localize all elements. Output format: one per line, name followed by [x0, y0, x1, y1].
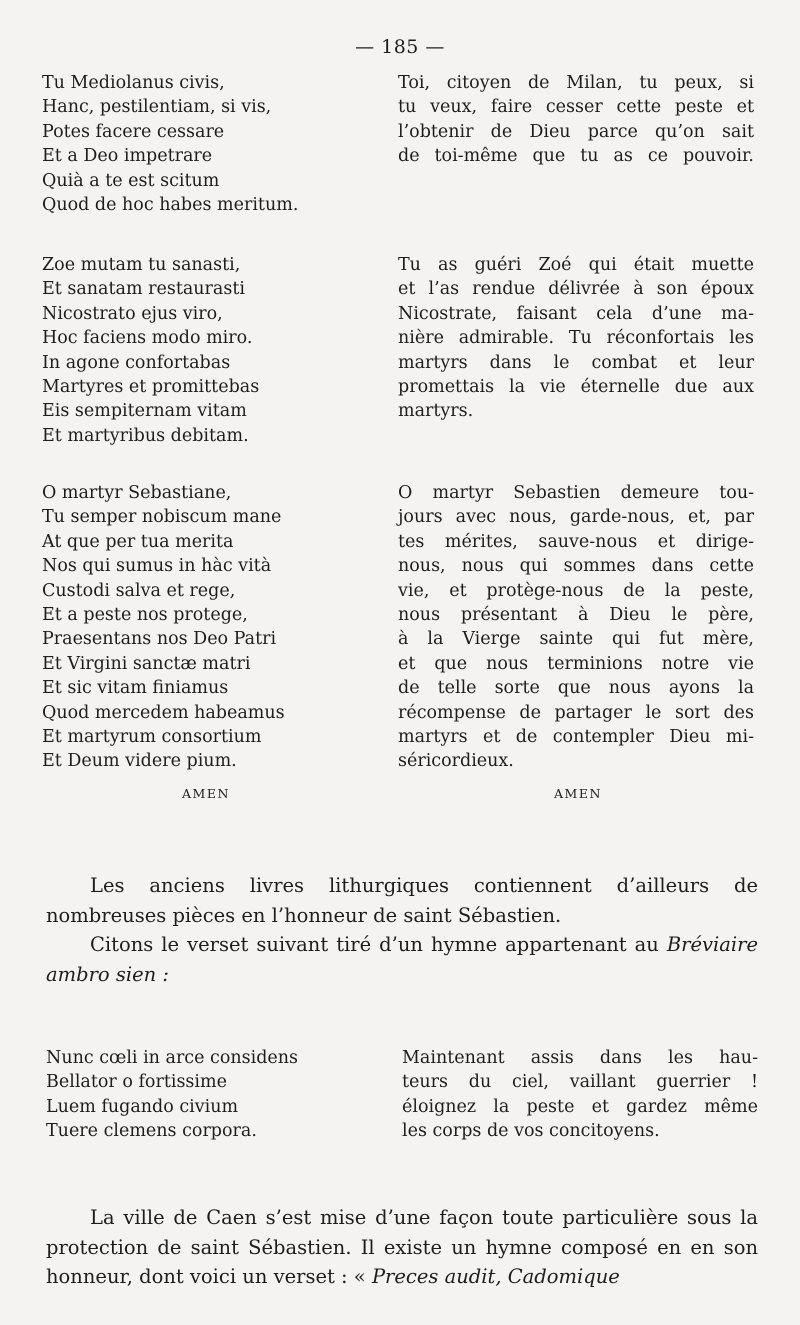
paragraph-2-text: Citons le verset suivant tiré d’un hymne appartenant au: [90, 933, 667, 956]
latin-line: Quià a te est scitum: [42, 170, 220, 191]
french-line: les corps de vos concitoyens.: [402, 1121, 660, 1142]
page-number: — 185 —: [355, 36, 445, 58]
latin-line: Potes facere cessare: [42, 121, 225, 142]
amen-latin: AMEN: [182, 786, 230, 801]
stanza-3-latin: [42, 481, 372, 774]
latin-line: At que per tua merita: [42, 531, 234, 552]
latin-line: O martyr Sebastiane,: [42, 483, 232, 503]
french-line: Toi, citoyen de Milan, tu peux, si: [398, 73, 754, 93]
french-line: éloignez la peste et gardez même: [402, 1096, 758, 1117]
french-line: à la Vierge sainte qui fut mère,: [398, 629, 754, 650]
amen-french: AMEN: [554, 786, 602, 801]
french-line: de telle sorte que nous ayons la: [398, 678, 754, 699]
french-line: teurs du ciel, vaillant guerrier !: [402, 1072, 758, 1093]
breviary-title: Bréviaire ambro sien :: [46, 933, 758, 986]
latin-line: Nunc cœli in arce considens: [46, 1048, 299, 1068]
latin-line: Custodi salva et rege,: [42, 580, 236, 601]
latin-line: Nicostrato ejus viro,: [42, 303, 223, 324]
french-line: vie, et protège-nous de la peste,: [398, 580, 754, 601]
french-line: et que nous terminions notre vie: [398, 653, 754, 674]
latin-line: Praesentans nos Deo Patri: [42, 629, 277, 650]
stanza-1-french: [398, 71, 754, 169]
french-line: nous, nous qui sommes dans cette: [398, 556, 754, 577]
french-line: et l’as rendue délivrée à son époux: [398, 279, 754, 300]
french-line: martyrs et de contempler Dieu mi-: [398, 727, 754, 748]
latin-quote: Preces audit, Cadomique: [371, 1265, 620, 1288]
latin-line: Tuere clemens corpora.: [46, 1121, 257, 1142]
paragraph-1: Les anciens livres lithurgiques contiennent d’ailleurs de nombreuses pièces en l’honneur de saint Sébastien.: [46, 874, 758, 927]
latin-line: Tu semper nobiscum mane: [42, 507, 282, 528]
stanza-2-french: [398, 253, 754, 424]
latin-line: Tu Mediolanus civis,: [42, 73, 225, 93]
latin-line: Et a peste nos protege,: [42, 605, 248, 626]
french-line: Maintenant assis dans les hau-: [402, 1048, 758, 1068]
latin-line: Quod mercedem habeamus: [42, 702, 285, 723]
french-line: Nicostrate, faisant cela d’une ma-: [398, 303, 754, 324]
latin-line: Luem fugando civium: [46, 1096, 239, 1117]
latin-line: Nos qui sumus in hàc vità: [42, 556, 272, 577]
latin-line: Quod de hoc habes meritum.: [42, 195, 299, 216]
french-line: Tu as guéri Zoé qui était muette: [398, 255, 754, 275]
paragraph-3: [46, 1203, 758, 1292]
stanza-1-latin: [42, 71, 372, 217]
verse-latin: [46, 1046, 376, 1144]
french-line: nière admirable. Tu réconfortais les: [398, 328, 754, 349]
french-line: tes mérites, sauve-nous et dirige-: [398, 531, 754, 552]
latin-line: Bellator o fortissime: [46, 1072, 227, 1093]
verse-french: [402, 1046, 758, 1144]
latin-line: Et martyribus debitam.: [42, 425, 249, 446]
french-line: jours avec nous, garde-nous, et, par: [398, 507, 754, 528]
latin-line: Et sic vitam finiamus: [42, 678, 229, 699]
french-line: nous présentant à Dieu le père,: [398, 605, 754, 626]
french-line: séricordieux.: [398, 751, 514, 772]
stanza-3-french: [398, 481, 754, 774]
latin-line: Eis sempiternam vitam: [42, 401, 247, 422]
french-line: martyrs.: [398, 401, 474, 422]
latin-line: Martyres et promittebas: [42, 377, 260, 398]
french-line: martyrs dans le combat et leur: [398, 352, 754, 373]
latin-line: Hoc faciens modo miro.: [42, 328, 253, 349]
paragraph-2: [46, 930, 758, 989]
french-line: promettais la vie éternelle due aux: [398, 377, 754, 398]
latin-line: Et sanatam restaurasti: [42, 279, 245, 300]
paragraph-3-text: La ville de Caen s’est mise d’une façon toute particulière sous la protection de saint Sébastien. Il existe un hymne composé en en son honneur, dont voici un verset : «: [46, 1206, 758, 1288]
french-line: l’obtenir de Dieu parce qu’on sait: [398, 121, 754, 142]
latin-line: Et Deum videre pium.: [42, 751, 237, 772]
latin-line: Et a Deo impetrare: [42, 146, 213, 167]
latin-line: In agone confortabas: [42, 352, 231, 373]
latin-line: Hanc, pestilentiam, si vis,: [42, 97, 272, 118]
french-line: tu veux, faire cesser cette peste et: [398, 97, 754, 118]
french-line: O martyr Sebastien demeure tou-: [398, 483, 754, 503]
french-line: de toi-même que tu as ce pouvoir.: [398, 146, 754, 167]
latin-line: Zoe mutam tu sanasti,: [42, 255, 241, 275]
stanza-2-latin: [42, 253, 372, 448]
latin-line: Et martyrum consortium: [42, 727, 262, 748]
latin-line: Et Virgini sanctæ matri: [42, 653, 251, 674]
french-line: récompense de partager le sort des: [398, 702, 754, 723]
